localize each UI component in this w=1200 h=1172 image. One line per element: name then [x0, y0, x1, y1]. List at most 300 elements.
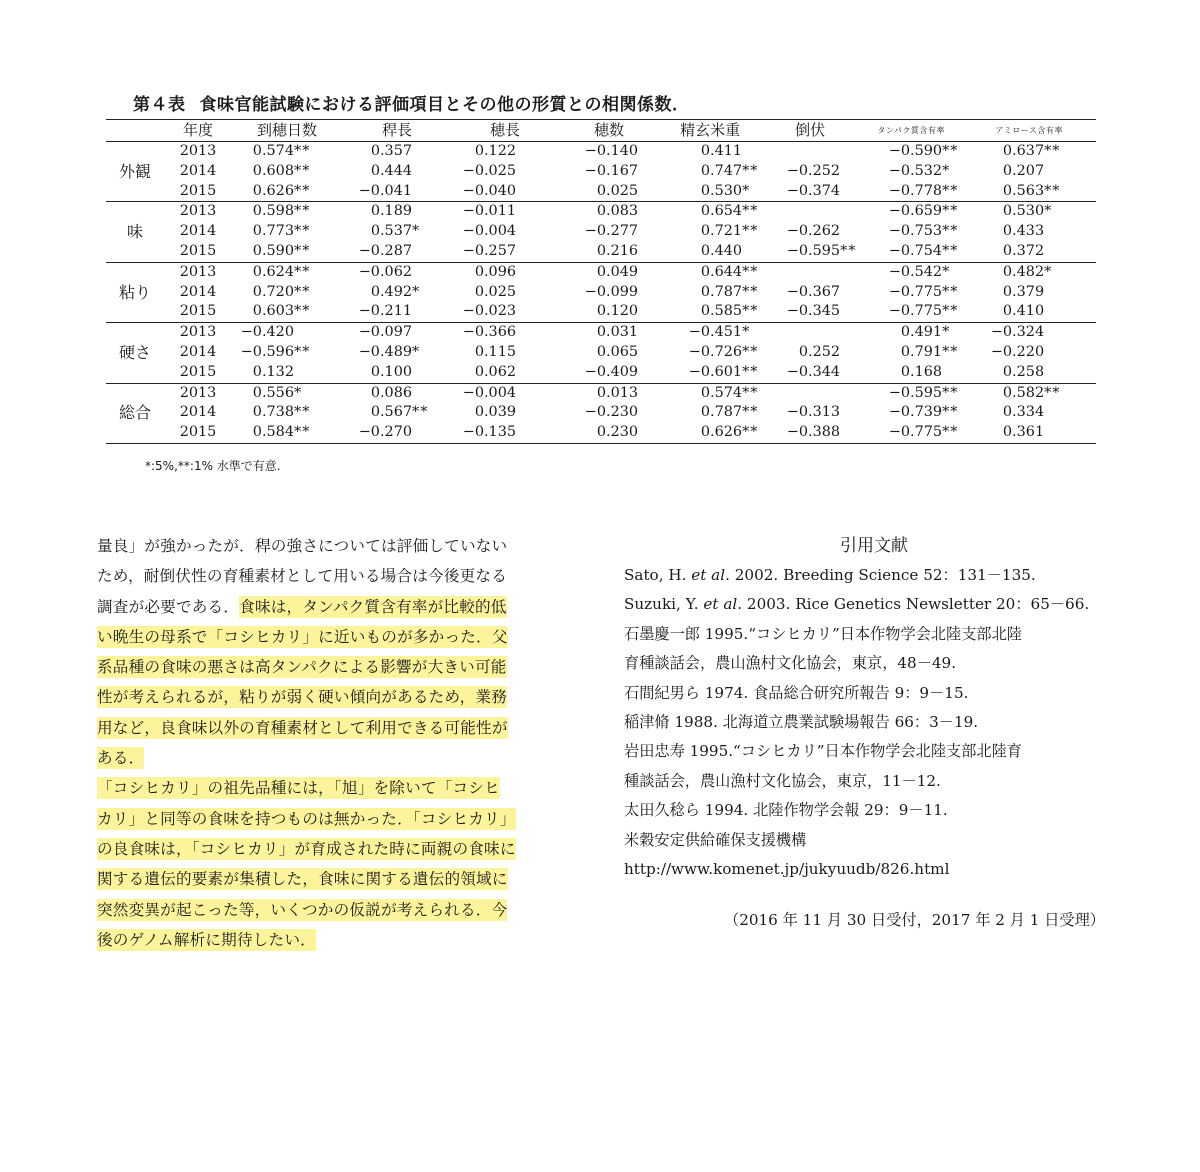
coefficient-heading-date: 0.773 — [252, 223, 294, 240]
significance-amylose: ** — [1044, 182, 1061, 199]
year-cell: 2013 — [179, 263, 217, 280]
significance-culm-length — [412, 302, 452, 322]
table-row — [106, 323, 1096, 343]
coefficient-lodging: −0.367 — [786, 283, 841, 300]
table-row — [106, 162, 1096, 182]
reference-item — [624, 708, 1124, 737]
category-label: 外観 — [118, 161, 151, 181]
significance-lodging — [840, 403, 860, 423]
coefficient-lodging — [760, 262, 840, 282]
references-heading: 引用文献 — [840, 536, 908, 556]
significance-brown-rice-weight: ** — [742, 162, 759, 179]
coefficient-lodging: −0.345 — [786, 303, 841, 320]
coefficient-culm-length: 0.100 — [370, 363, 413, 380]
coefficient-protein: −0.590 — [888, 143, 943, 159]
significance-brown-rice-weight: ** — [742, 203, 759, 220]
significance-brown-rice-weight: ** — [742, 283, 759, 300]
year-cell: 2013 — [179, 384, 217, 401]
significance-amylose — [1044, 222, 1096, 242]
significance-brown-rice-weight: ** — [742, 263, 759, 280]
highlighted-text: 後のゲノム解析に期待したい． — [97, 930, 316, 949]
header-protein: タンパク質含有率 — [877, 125, 945, 135]
significance-heading-date: ** — [294, 343, 311, 360]
significance-culm-length: * — [412, 343, 421, 360]
significance-panicle-length — [516, 262, 558, 282]
significance-culm-length — [412, 202, 452, 222]
coefficient-culm-length: −0.041 — [358, 182, 413, 199]
highlighted-text: 系品種の食味の悪さは高タンパクによる影響が大きい可能 — [97, 658, 507, 677]
body-line — [97, 592, 592, 622]
body-line — [97, 713, 592, 743]
reference-text: 岩田忠寿 1995.“コシヒカリ”日本作物学会北陸支部北陸育 — [624, 742, 1022, 761]
significance-protein: ** — [942, 242, 959, 259]
coefficient-lodging — [760, 142, 840, 162]
significance-amylose — [1044, 363, 1096, 383]
body-text — [97, 531, 592, 955]
year-cell: 2014 — [179, 223, 217, 240]
significance-culm-length: * — [412, 223, 421, 240]
coefficient-protein: −0.739 — [888, 404, 943, 421]
significance-panicle-number — [638, 202, 660, 222]
significance-brown-rice-weight: ** — [742, 363, 759, 380]
significance-heading-date: ** — [294, 242, 311, 259]
reference-item — [624, 767, 1124, 796]
significance-brown-rice-weight: ** — [742, 404, 759, 421]
highlighted-text: ある． — [97, 749, 145, 768]
significance-protein: ** — [942, 203, 959, 220]
coefficient-lodging: −0.374 — [786, 182, 841, 199]
coefficient-panicle-length: 0.096 — [474, 263, 517, 280]
highlighted-text: 突然変異が起こった等，いくつかの仮説が考えられる．今 — [97, 900, 508, 919]
significance-protein: ** — [942, 283, 959, 300]
reference-text: Suzuki, Y. — [624, 595, 704, 614]
significance-lodging — [840, 323, 860, 343]
table-row — [106, 262, 1096, 282]
coefficient-panicle-number: 0.031 — [596, 324, 639, 341]
coefficient-brown-rice-weight: 0.787 — [700, 404, 743, 421]
coefficient-panicle-length: 0.122 — [474, 143, 517, 159]
table-title: 食味官能試験における評価項目とその他の形質との相関係数． — [199, 95, 690, 115]
significance-brown-rice-weight — [742, 142, 760, 162]
reference-item — [624, 590, 1124, 619]
significance-protein: ** — [942, 223, 959, 240]
header-panicle-number: 穂数 — [594, 120, 625, 139]
coefficient-panicle-number: 0.025 — [596, 182, 639, 199]
coefficient-amylose: −0.324 — [990, 324, 1045, 341]
coefficient-brown-rice-weight: −0.451 — [688, 324, 743, 341]
coefficient-protein: −0.753 — [888, 223, 943, 240]
coefficient-protein: −0.775 — [888, 303, 943, 320]
reference-text: 太田久稔ら 1994. 北陸作物学会報 29：9－11. — [624, 801, 948, 820]
coefficient-protein: −0.595 — [888, 384, 943, 401]
coefficient-panicle-length: −0.011 — [462, 203, 517, 220]
coefficient-heading-date: 0.584 — [252, 424, 294, 441]
coefficient-lodging: −0.595 — [786, 242, 841, 259]
year-cell: 2015 — [179, 182, 217, 199]
coefficient-protein: −0.754 — [888, 242, 943, 259]
significance-panicle-length — [516, 302, 558, 322]
coefficient-panicle-length: 0.039 — [474, 404, 517, 421]
table-group — [106, 202, 1096, 262]
coefficient-panicle-length: 0.025 — [474, 283, 517, 300]
coefficient-panicle-length: −0.040 — [462, 182, 517, 199]
significance-lodging — [840, 363, 860, 383]
significance-panicle-length — [516, 403, 558, 423]
coefficient-amylose: 0.379 — [1002, 283, 1045, 300]
significance-amylose — [1044, 403, 1096, 423]
coefficient-panicle-length: −0.366 — [462, 324, 517, 341]
significance-heading-date: ** — [294, 283, 311, 300]
significance-heading-date: ** — [294, 424, 311, 441]
significance-culm-length: * — [412, 283, 421, 300]
significance-brown-rice-weight: ** — [742, 303, 759, 320]
coefficient-heading-date: 0.590 — [252, 242, 294, 259]
coefficient-brown-rice-weight: 0.411 — [700, 143, 743, 159]
significance-panicle-length — [516, 202, 558, 222]
coefficient-lodging: −0.344 — [786, 363, 841, 380]
significance-panicle-number — [638, 242, 660, 262]
coefficient-protein: −0.542 — [888, 263, 943, 280]
significance-brown-rice-weight: * — [742, 324, 751, 341]
significance-panicle-length — [516, 383, 558, 403]
coefficient-lodging: −0.388 — [786, 424, 841, 441]
header-year: 年度 — [182, 120, 213, 139]
significance-panicle-number — [638, 162, 660, 182]
significance-amylose — [1044, 302, 1096, 322]
significance-heading-date — [294, 323, 342, 343]
significance-lodging — [840, 202, 860, 222]
significance-lodging — [840, 423, 860, 443]
significance-panicle-number — [638, 283, 660, 303]
coefficient-lodging: −0.252 — [786, 162, 841, 179]
header-panicle-length: 穂長 — [490, 120, 521, 139]
coefficient-heading-date: 0.738 — [252, 404, 294, 421]
coefficient-lodging: −0.313 — [786, 404, 841, 421]
coefficient-brown-rice-weight: 0.787 — [700, 283, 743, 300]
table-row — [106, 363, 1096, 383]
table-caption — [133, 90, 690, 115]
coefficient-culm-length: −0.211 — [358, 303, 413, 320]
coefficient-brown-rice-weight: 0.626 — [700, 424, 743, 441]
body-line — [97, 743, 592, 773]
year-cell: 2015 — [179, 424, 217, 441]
reference-item — [624, 620, 1124, 649]
significance-amylose — [1044, 242, 1096, 262]
significance-brown-rice-weight: ** — [742, 424, 759, 441]
coefficient-panicle-length: 0.115 — [474, 343, 517, 360]
significance-panicle-length — [516, 363, 558, 383]
reference-item — [624, 561, 1124, 590]
category-label: 粘り — [118, 282, 151, 302]
significance-heading-date: ** — [294, 182, 311, 199]
reference-text-rest: . 2002. Breeding Science 52：131－135. — [725, 566, 1036, 584]
coefficient-lodging — [760, 383, 840, 403]
body-line — [97, 622, 592, 652]
significance-lodging — [840, 262, 860, 282]
significance-panicle-number — [638, 262, 660, 282]
significance-protein: ** — [942, 303, 959, 320]
significance-lodging — [840, 383, 860, 403]
body-line — [97, 804, 592, 834]
table-row — [106, 423, 1096, 443]
body-text-segment: 調査が必要である． — [97, 597, 240, 616]
coefficient-protein: 0.491 — [900, 324, 943, 341]
reference-text: 育種談話会，農山漁村文化協会，東京，48－49. — [624, 654, 957, 673]
header-heading-date: 到穂日数 — [257, 120, 318, 139]
reference-text: 石間紀男ら 1974. 食品総合研究所報告 9：9－15. — [624, 683, 969, 702]
significance-heading-date: ** — [294, 223, 311, 240]
body-text-segment: 量良」が強かったが．稈の強さについては評価していない — [97, 537, 508, 555]
significance-protein — [942, 363, 962, 383]
coefficient-brown-rice-weight: 0.654 — [700, 203, 743, 220]
coefficient-amylose: 0.361 — [1002, 424, 1045, 441]
significance-protein: ** — [942, 424, 959, 441]
year-cell: 2014 — [179, 404, 217, 421]
coefficient-heading-date: 0.574 — [252, 143, 294, 159]
significance-panicle-number — [638, 363, 660, 383]
coefficient-culm-length: −0.062 — [358, 263, 413, 280]
highlighted-text: 用など，良食味以外の育種素材として利用できる可能性が — [97, 718, 508, 737]
coefficient-amylose: 0.334 — [1002, 404, 1045, 421]
header-brown-rice-weight: 精玄米重 — [680, 120, 741, 139]
coefficient-amylose: 0.372 — [1002, 242, 1045, 259]
table-row — [106, 343, 1096, 363]
significance-heading-date: ** — [294, 203, 311, 220]
significance-heading-date: ** — [294, 162, 311, 179]
significance-heading-date: ** — [294, 143, 311, 159]
significance-culm-length — [412, 162, 452, 182]
coefficient-protein: −0.532 — [888, 162, 943, 179]
coefficient-amylose: 0.433 — [1002, 223, 1045, 240]
significance-panicle-number — [638, 423, 660, 443]
coefficient-panicle-number: 0.216 — [596, 242, 639, 259]
significance-heading-date — [294, 363, 342, 383]
significance-heading-date: ** — [294, 303, 311, 320]
reference-text: 稲津脩 1988. 北海道立農業試験場報告 66：3－19. — [624, 713, 979, 732]
reference-item — [624, 737, 1124, 766]
year-cell: 2013 — [179, 203, 217, 220]
significance-culm-length — [412, 262, 452, 282]
year-cell: 2013 — [179, 324, 217, 341]
significance-panicle-length — [516, 343, 558, 363]
significance-heading-date: ** — [294, 263, 311, 280]
coefficient-lodging — [760, 323, 840, 343]
coefficient-brown-rice-weight: 0.747 — [700, 162, 743, 179]
significance-protein: ** — [942, 143, 959, 159]
coefficient-culm-length: 0.537 — [370, 223, 413, 240]
coefficient-amylose: 0.530 — [1002, 203, 1045, 220]
coefficient-brown-rice-weight: 0.530 — [700, 182, 743, 199]
significance-panicle-number — [638, 142, 660, 162]
significance-amylose — [1044, 323, 1096, 343]
significance-amylose: ** — [1044, 384, 1061, 401]
year-cell: 2015 — [179, 242, 217, 259]
reference-item — [624, 796, 1124, 825]
significance-protein: * — [942, 263, 951, 280]
significance-amylose — [1044, 343, 1096, 363]
table-group — [106, 383, 1096, 443]
coefficient-panicle-length: −0.025 — [462, 162, 517, 179]
coefficient-protein: −0.659 — [888, 203, 943, 220]
coefficient-panicle-number: 0.120 — [596, 303, 639, 320]
significance-culm-length — [412, 423, 452, 443]
table-row — [106, 182, 1096, 202]
significance-protein: ** — [942, 182, 959, 199]
significance-amylose: ** — [1044, 143, 1061, 159]
significance-culm-length — [412, 182, 452, 202]
reference-text: http://www.komenet.jp/jukyuudb/826.html — [624, 860, 950, 879]
body-line — [97, 925, 592, 955]
significance-lodging — [840, 302, 860, 322]
significance-lodging — [840, 222, 860, 242]
significance-panicle-length — [516, 323, 558, 343]
significance-culm-length — [412, 383, 452, 403]
reference-text: Sato, H. — [624, 566, 692, 584]
header-culm-length: 稈長 — [382, 120, 413, 139]
coefficient-heading-date: 0.608 — [252, 162, 294, 179]
reference-et-al: et al — [691, 566, 726, 584]
body-line — [97, 895, 592, 925]
significance-lodging — [840, 182, 860, 202]
year-cell: 2013 — [179, 143, 217, 159]
coefficient-brown-rice-weight: 0.585 — [700, 303, 743, 320]
coefficient-panicle-number: −0.409 — [584, 363, 639, 380]
coefficient-culm-length: 0.492 — [370, 283, 413, 300]
coefficient-heading-date: 0.626 — [252, 182, 294, 199]
coefficient-heading-date: 0.556 — [252, 384, 294, 401]
table-group — [106, 262, 1096, 322]
coefficient-heading-date: 0.720 — [252, 283, 294, 300]
significance-protein: * — [942, 324, 951, 341]
significance-protein: * — [942, 162, 951, 179]
year-cell: 2014 — [179, 283, 217, 300]
coefficient-panicle-number: 0.065 — [596, 343, 639, 360]
coefficient-brown-rice-weight: −0.726 — [688, 343, 743, 360]
reference-text-rest: . 2003. Rice Genetics Newsletter 20：65－66. — [737, 595, 1090, 614]
table-row — [106, 222, 1096, 242]
coefficient-culm-length: 0.357 — [370, 143, 413, 159]
references-section — [624, 531, 1124, 884]
reference-text: 種談話会，農山漁村文化協会，東京，11－12. — [624, 771, 941, 790]
significance-panicle-number — [638, 343, 660, 363]
table-row — [106, 142, 1096, 162]
references-list — [624, 561, 1124, 884]
year-cell: 2015 — [179, 363, 217, 380]
significance-panicle-length — [516, 182, 558, 202]
significance-lodging: ** — [840, 242, 857, 259]
significance-brown-rice-weight: ** — [742, 343, 759, 360]
coefficient-amylose: 0.637 — [1002, 143, 1045, 159]
highlighted-text: 関する遺伝的要素が集積した，食味に関する遺伝的領域に — [97, 870, 508, 889]
significance-amylose: * — [1044, 203, 1053, 220]
significance-panicle-number — [638, 182, 660, 202]
coefficient-culm-length: −0.489 — [358, 343, 413, 360]
header-blank — [106, 120, 164, 142]
significance-culm-length: ** — [412, 404, 429, 421]
coefficient-culm-length: −0.097 — [358, 324, 413, 341]
significance-panicle-number — [638, 383, 660, 403]
highlighted-text: 性が考えられるが，粘りが弱く硬い傾向があるため，業務 — [97, 688, 508, 707]
correlation-table — [106, 119, 1096, 444]
year-cell: 2015 — [179, 303, 217, 320]
coefficient-protein: −0.778 — [888, 182, 943, 199]
category-label: 硬さ — [118, 342, 151, 362]
category-label: 味 — [126, 222, 143, 242]
highlighted-text: い晩生の母系で「コシヒカリ」に近いものが多かった．父 — [97, 627, 508, 646]
coefficient-amylose: 0.258 — [1002, 363, 1045, 380]
reference-et-al: et al — [703, 595, 738, 614]
table-row — [106, 383, 1096, 403]
coefficient-heading-date: 0.624 — [252, 263, 294, 280]
significance-brown-rice-weight — [742, 242, 760, 262]
reference-item[interactable] — [624, 855, 1124, 884]
category-label: 総合 — [118, 403, 151, 423]
coefficient-brown-rice-weight: 0.440 — [700, 242, 743, 259]
coefficient-panicle-number: −0.230 — [584, 404, 639, 421]
body-line — [97, 773, 592, 803]
significance-panicle-number — [638, 403, 660, 423]
body-line — [97, 834, 592, 864]
coefficient-panicle-length: −0.004 — [462, 384, 517, 401]
significance-panicle-length — [516, 283, 558, 303]
table-number: 第４表 — [133, 95, 186, 115]
significance-culm-length — [412, 242, 452, 262]
significance-heading-date: ** — [294, 404, 311, 421]
coefficient-culm-length: 0.189 — [370, 203, 413, 220]
significance-lodging — [840, 162, 860, 182]
significance-amylose — [1044, 162, 1096, 182]
header-lodging: 倒伏 — [795, 120, 826, 139]
coefficient-brown-rice-weight: 0.574 — [700, 384, 743, 401]
coefficient-heading-date: 0.598 — [252, 203, 294, 220]
highlighted-text: カリ」と同等の食味を持つものは無かった．「コシヒカリ」 — [97, 809, 516, 828]
table-footnote: *:5%,**:1% 水準で有意. — [145, 459, 281, 473]
coefficient-amylose: 0.563 — [1002, 182, 1045, 199]
year-cell: 2014 — [179, 162, 217, 179]
coefficient-panicle-number: −0.167 — [584, 162, 639, 179]
body-line — [97, 864, 592, 894]
coefficient-brown-rice-weight: 0.721 — [700, 223, 743, 240]
significance-protein: ** — [942, 343, 959, 360]
table-group — [106, 142, 1096, 202]
significance-heading-date: * — [294, 384, 303, 401]
body-line — [97, 531, 592, 561]
coefficient-heading-date: 0.603 — [252, 303, 294, 320]
reference-item — [624, 679, 1124, 708]
highlighted-text: の良食味は，「コシヒカリ」が育成された時に両親の食味に — [97, 839, 516, 858]
coefficient-panicle-number: 0.083 — [596, 203, 639, 220]
significance-panicle-length — [516, 162, 558, 182]
coefficient-culm-length: 0.567 — [370, 404, 413, 421]
coefficient-amylose: −0.220 — [990, 343, 1045, 360]
coefficient-amylose: 0.207 — [1002, 162, 1045, 179]
coefficient-panicle-number: −0.140 — [584, 143, 639, 159]
table-row — [106, 283, 1096, 303]
coefficient-panicle-number: 0.049 — [596, 263, 639, 280]
body-text-segment: ため，耐倒伏性の育種素材として用いる場合は今後更なる — [97, 567, 508, 586]
coefficient-panicle-number: −0.099 — [584, 283, 639, 300]
header-amylose: アミロース含有率 — [995, 125, 1063, 135]
significance-lodging — [840, 142, 860, 162]
significance-protein: ** — [942, 404, 959, 421]
table-row — [106, 403, 1096, 423]
coefficient-protein: −0.775 — [888, 424, 943, 441]
coefficient-amylose: 0.410 — [1002, 303, 1045, 320]
year-cell: 2014 — [179, 343, 217, 360]
significance-protein: ** — [942, 384, 959, 401]
coefficient-panicle-number: 0.230 — [596, 424, 639, 441]
coefficient-culm-length: −0.270 — [358, 424, 413, 441]
